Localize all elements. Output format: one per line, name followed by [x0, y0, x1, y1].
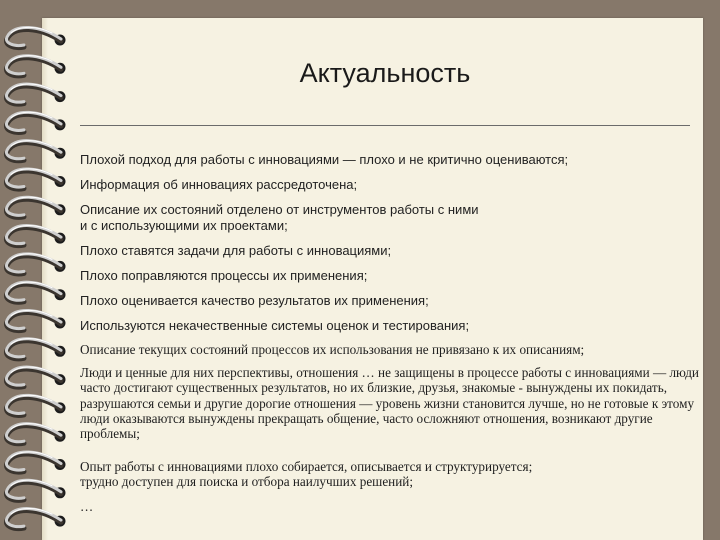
slide-title: Актуальность	[299, 58, 471, 88]
list-item: Описание текущих состояний процессов их использования не привязано к их описаниям;	[80, 342, 585, 357]
list-item: Плохо поправляются процессы их применения;	[80, 268, 368, 283]
spiral-ring	[6, 254, 65, 274]
spiral-ring	[6, 141, 65, 161]
spiral-ring	[6, 452, 65, 472]
spiral-ring	[6, 84, 65, 104]
title-divider	[80, 125, 690, 126]
spiral-ring	[6, 480, 65, 500]
list-item: Плохо оценивается качество результатов их применения;	[80, 293, 429, 308]
spiral-ring	[6, 27, 65, 47]
list-item: Опыт работы с инновациями плохо собирается, описывается и структурируется; трудно доступен для поиска и отбора наилучших решений;	[80, 459, 533, 490]
list-item: Плохо ставятся задачи для работы с инновациями;	[80, 243, 392, 258]
spiral-binding-icon	[0, 0, 80, 540]
list-item: Плохой подход для работы с инновациями — плохо и не критично оцениваются;	[80, 152, 569, 167]
list-item: Информация об инновациях рассредоточена;	[80, 177, 358, 192]
list-item: Люди и ценные для них перспективы, отношения … не защищены в процессе работы с инновациями — люди часто достигают существенных результатов, но их близкие, друзья, знакомые - вынуждены их покидать, разрушаются семьи и другие дорогие отношения — уровень жизни становится лучше, но не готовые к этому люди оказываются вынуждены прекращать общение, часто осложняют отношения, возникают другие проблемы;	[80, 365, 699, 442]
spiral-ring	[6, 508, 65, 528]
spiral-ring	[6, 112, 65, 132]
spiral-ring	[6, 310, 65, 330]
spiral-ring	[6, 169, 65, 189]
spiral-ring	[6, 367, 65, 387]
spiral-ring	[6, 339, 65, 359]
list-item: …	[80, 499, 94, 514]
spiral-ring	[6, 197, 65, 217]
list-item: Используются некачественные системы оценок и тестирования;	[80, 318, 470, 333]
spiral-ring	[6, 395, 65, 415]
list-item: Описание их состояний отделено от инструментов работы с ними и с использующими их проектами;	[80, 202, 479, 233]
spiral-ring	[6, 225, 65, 245]
spiral-ring	[6, 424, 65, 444]
spiral-ring	[6, 56, 65, 76]
spiral-ring	[6, 282, 65, 302]
